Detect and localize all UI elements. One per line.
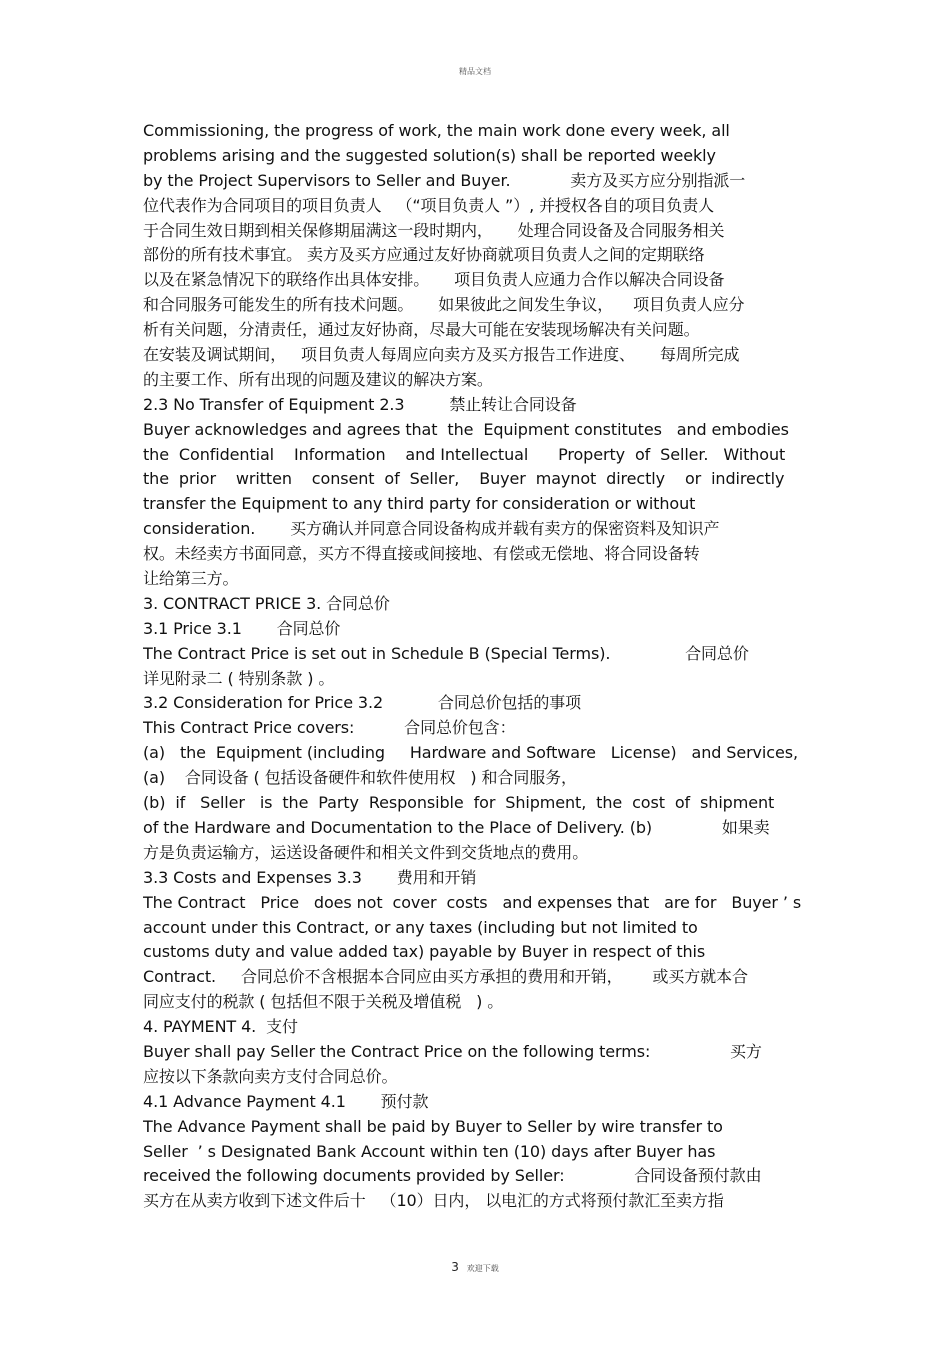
text-line: The Advance Payment shall be paid by Buyer to Seller by wire transfer to (143, 1116, 723, 1136)
footer-text: 欢迎下载 (466, 1264, 499, 1273)
text-line: transfer the Equipment to any third party for consideration or without (143, 494, 696, 514)
text-line: Buyer acknowledges and agrees that the Equipment constitutes and embodies (143, 419, 789, 439)
text-line: 权。未经卖方书面同意，买方不得直接或间接地、有偿或无偿地、将合同设备转 (143, 544, 700, 564)
text-line: 和合同服务可能发生的所有技术问题。 如果彼此之间发生争议， 项目负责人应分 (143, 295, 745, 315)
text-line: This Contract Price covers: 合同总价包含： (143, 718, 516, 738)
text-line: 位代表作为合同项目的项目负责人 （“项目负责人 ”）, 并授权各自的项目负责人 (143, 195, 714, 215)
text-line: the prior written consent of Seller, Buyer maynot directly or indirectly (143, 469, 785, 489)
text-line: the Confidential Information and Intellectual Property of Seller. Without (143, 444, 786, 464)
section-heading: 3.3 Costs and Expenses 3.3 费用和开销 (143, 867, 477, 887)
text-line: Commissioning, the progress of work, the main work done every week, all (143, 121, 730, 140)
section-heading: 3. CONTRACT PRICE 3. 合同总价 (143, 593, 390, 613)
section-heading: 2.3 No Transfer of Equipment 2.3 禁止转让合同设备 (143, 394, 577, 414)
text-line: 让给第三方。 (143, 569, 239, 589)
page-number: 3 (451, 1260, 459, 1274)
text-line: The Contract Price does not cover costs and expenses that are for Buyer ’ s (143, 892, 802, 912)
section-heading: 4.1 Advance Payment 4.1 预付款 (143, 1091, 429, 1111)
page-footer (0, 1260, 950, 1274)
text-line: customs duty and value added tax) payable by Buyer in respect of this (143, 942, 706, 962)
text-line: 在安装及调试期间， 项目负责人每周应向卖方及买方报告工作进度、 每周所完成 (143, 345, 740, 365)
text-line: of the Hardware and Documentation to the Place of Delivery. (b) 如果卖 (143, 817, 770, 837)
text-line: consideration. 买方确认并同意合同设备构成并载有卖方的保密资料及知识产 (143, 519, 720, 539)
text-line: 应按以下条款向卖方支付合同总价。 (143, 1066, 398, 1086)
text-line: Contract. 合同总价不含根据本合同应由买方承担的费用和开销， 或买方就本合 (143, 967, 748, 987)
text-line: 析有关问题，分清责任，通过友好协商，尽最大可能在安装现场解决有关问题。 (143, 320, 700, 340)
text-line: 同应支付的税款 ( 包括但不限于关税及增值税 ) 。 (143, 992, 504, 1012)
text-line: (a) 合同设备 ( 包括设备硬件和软件使用权 ) 和合同服务， (143, 768, 577, 788)
text-line: Buyer shall pay Seller the Contract Price on the following terms: 买方 (143, 1041, 762, 1061)
section-heading: 3.1 Price 3.1 合同总价 (143, 618, 341, 638)
text-line: 部份的所有技术事宜。 卖方及买方应通过友好协商就项目负责人之间的定期联络 (143, 245, 705, 265)
text-line: account under this Contract, or any taxes (including but not limited to (143, 917, 698, 937)
page-header: 精品文档 (459, 67, 491, 76)
text-line: by the Project Supervisors to Seller and Buyer. 卖方及买方应分别指派一 (143, 170, 746, 190)
text-line: 于合同生效日期到相关保修期届满这一段时期内， 处理合同设备及合同服务相关 (143, 220, 725, 240)
section-heading: 3.2 Consideration for Price 3.2 合同总价包括的事项 (143, 693, 582, 713)
text-line: 详见附录二 ( 特别条款 ) 。 (143, 668, 335, 688)
text-line: The Contract Price is set out in Schedule B (Special Terms). 合同总价 (143, 643, 749, 663)
text-line: 买方在从卖方收到下述文件后十 （10）日内， 以电汇的方式将预付款汇至卖方指 (143, 1191, 724, 1211)
text-line: Seller ’ s Designated Bank Account within ten (10) days after Buyer has (143, 1141, 716, 1161)
text-line: 以及在紧急情况下的联络作出具体安排。 项目负责人应通力合作以解决合同设备 (143, 270, 725, 290)
text-line: (b) if Seller is the Party Responsible for Shipment, the cost of shipment (143, 793, 775, 813)
section-heading: 4. PAYMENT 4. 支付 (143, 1017, 298, 1037)
text-line: problems arising and the suggested solution(s) shall be reported weekly (143, 145, 716, 165)
text-line: (a) the Equipment (including Hardware and Software License) and Services, (143, 743, 798, 763)
text-line: received the following documents provided by Seller: 合同设备预付款由 (143, 1166, 762, 1186)
text-line: 方是负责运输方，运送设备硬件和相关文件到交货地点的费用。 (143, 842, 589, 862)
text-line: 的主要工作、所有出现的问题及建议的解决方案。 (143, 369, 493, 389)
document-body (143, 119, 811, 1214)
